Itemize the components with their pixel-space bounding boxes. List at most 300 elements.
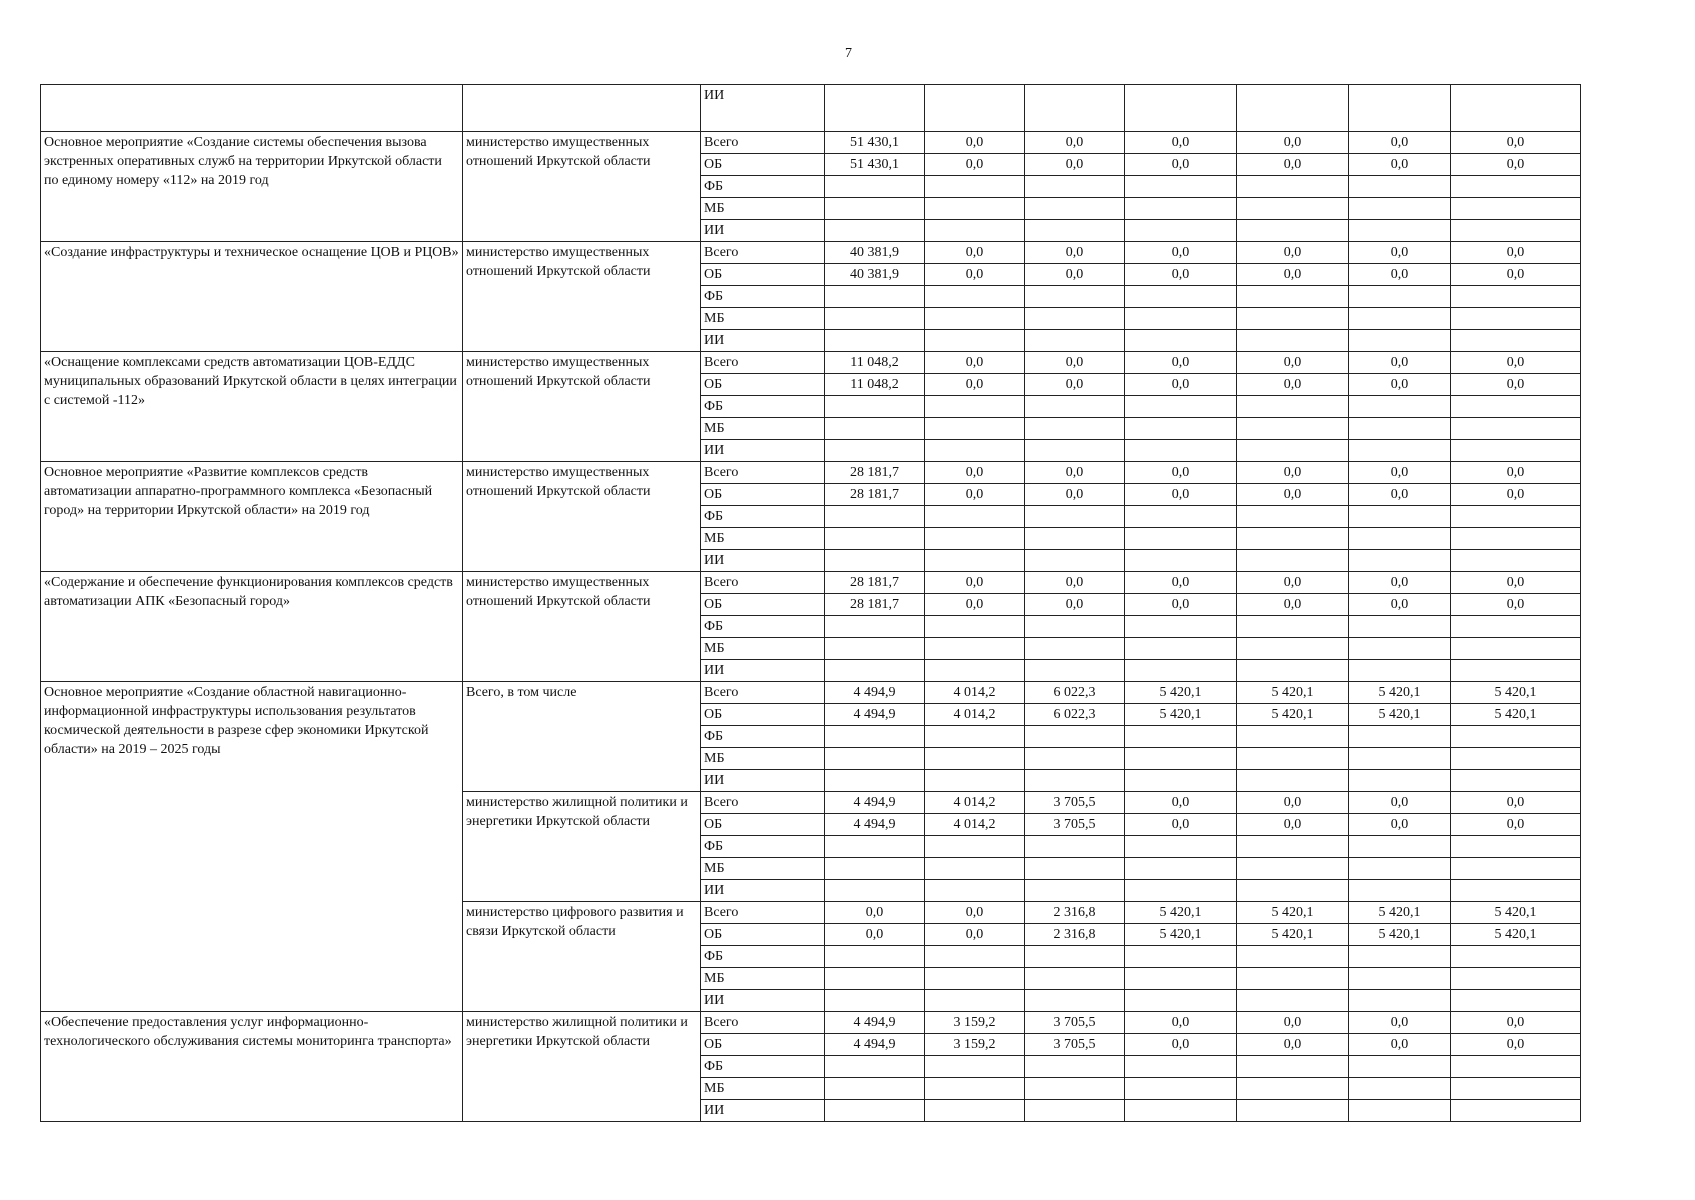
amount-value [1025, 946, 1125, 968]
amount-value: 0,0 [1125, 132, 1237, 154]
amount-value [925, 1078, 1025, 1100]
amount-value [825, 638, 925, 660]
amount-value: 5 420,1 [1451, 902, 1581, 924]
funding-source: ФБ [701, 176, 825, 198]
amount-value [925, 550, 1025, 572]
amount-value: 51 430,1 [825, 154, 925, 176]
table-row [41, 1012, 1581, 1034]
amount-value [1349, 1078, 1451, 1100]
amount-value [1125, 550, 1237, 572]
amount-value [1451, 968, 1581, 990]
amount-value [925, 396, 1025, 418]
amount-value: 11 048,2 [825, 352, 925, 374]
amount-value: 0,0 [1349, 1034, 1451, 1056]
amount-value: 51 430,1 [825, 132, 925, 154]
funding-source: ФБ [701, 616, 825, 638]
amount-value: 0,0 [1349, 352, 1451, 374]
funding-source: ФБ [701, 286, 825, 308]
amount-value [1349, 506, 1451, 528]
amount-value [1025, 990, 1125, 1012]
amount-value [825, 1056, 925, 1078]
amount-value [825, 506, 925, 528]
amount-value [925, 220, 1025, 242]
amount-value: 0,0 [1237, 154, 1349, 176]
amount-value [1125, 968, 1237, 990]
activity-description: Основное мероприятие «Развитие комплексов средств автоматизации аппаратно-программного комплекса «Безопасный город» на территории Иркутской области» на 2019 год [41, 462, 463, 572]
amount-value [1125, 616, 1237, 638]
amount-value [1349, 550, 1451, 572]
amount-value: 5 420,1 [1451, 704, 1581, 726]
amount-value [925, 308, 1025, 330]
amount-value [825, 748, 925, 770]
amount-value [1237, 1100, 1349, 1122]
amount-value [1349, 858, 1451, 880]
amount-value: 0,0 [825, 902, 925, 924]
amount-value: 0,0 [1125, 154, 1237, 176]
funding-source: МБ [701, 1078, 825, 1100]
amount-value [1237, 1056, 1349, 1078]
amount-value: 5 420,1 [1349, 704, 1451, 726]
amount-value [1237, 946, 1349, 968]
amount-value [1025, 198, 1125, 220]
amount-value [1451, 220, 1581, 242]
amount-value [1025, 550, 1125, 572]
amount-value [1349, 528, 1451, 550]
funding-source: ИИ [701, 330, 825, 352]
amount-value [825, 968, 925, 990]
amount-value: 4 494,9 [825, 682, 925, 704]
funding-source: Всего [701, 462, 825, 484]
amount-value: 5 420,1 [1125, 902, 1237, 924]
funding-source: ОБ [701, 374, 825, 396]
amount-value [1237, 330, 1349, 352]
amount-value: 28 181,7 [825, 594, 925, 616]
amount-value [825, 726, 925, 748]
amount-value [1125, 638, 1237, 660]
funding-source: Всего [701, 902, 825, 924]
amount-value: 0,0 [1451, 374, 1581, 396]
amount-value [1349, 308, 1451, 330]
amount-value [1025, 220, 1125, 242]
amount-value [1025, 726, 1125, 748]
funding-source: ФБ [701, 836, 825, 858]
funding-source-cell: ИИ [701, 85, 825, 132]
amount-value [1237, 748, 1349, 770]
amount-value [825, 616, 925, 638]
amount-value [1451, 946, 1581, 968]
amount-value: 3 705,5 [1025, 814, 1125, 836]
amount-value: 0,0 [925, 924, 1025, 946]
amount-value [1125, 330, 1237, 352]
amount-value: 5 420,1 [1125, 704, 1237, 726]
amount-value: 4 494,9 [825, 704, 925, 726]
amount-value [825, 990, 925, 1012]
funding-source: ОБ [701, 704, 825, 726]
amount-value: 40 381,9 [825, 264, 925, 286]
amount-value: 2 316,8 [1025, 924, 1125, 946]
amount-value: 4 014,2 [925, 682, 1025, 704]
amount-value: 0,0 [925, 352, 1025, 374]
activity-description: «Содержание и обеспечение функционирования комплексов средств автоматизации АПК «Безопасный город» [41, 572, 463, 682]
amount-value [1451, 176, 1581, 198]
amount-value [1125, 726, 1237, 748]
amount-cell [1451, 85, 1581, 132]
activity-description-cell [41, 85, 463, 132]
amount-value [925, 1100, 1025, 1122]
table-row [41, 132, 1581, 154]
amount-value: 0,0 [1125, 1034, 1237, 1056]
amount-value [1451, 1100, 1581, 1122]
amount-value: 0,0 [925, 484, 1025, 506]
funding-source: МБ [701, 748, 825, 770]
amount-value [1451, 616, 1581, 638]
amount-value: 0,0 [1125, 792, 1237, 814]
amount-value: 0,0 [1025, 594, 1125, 616]
funding-source: ОБ [701, 264, 825, 286]
amount-value: 0,0 [1025, 352, 1125, 374]
amount-value: 3 705,5 [1025, 792, 1125, 814]
amount-value [925, 528, 1025, 550]
amount-value: 0,0 [1451, 462, 1581, 484]
amount-value [1237, 638, 1349, 660]
amount-value: 3 159,2 [925, 1034, 1025, 1056]
amount-value [1451, 880, 1581, 902]
amount-value [1349, 1100, 1451, 1122]
amount-value: 0,0 [1237, 132, 1349, 154]
amount-value: 0,0 [1125, 484, 1237, 506]
amount-value [825, 286, 925, 308]
amount-value: 0,0 [1237, 814, 1349, 836]
amount-value [1349, 330, 1451, 352]
amount-value: 0,0 [1237, 1012, 1349, 1034]
amount-value: 5 420,1 [1237, 682, 1349, 704]
amount-value [1125, 836, 1237, 858]
amount-value: 0,0 [1349, 374, 1451, 396]
amount-value: 0,0 [1451, 792, 1581, 814]
amount-value [1349, 836, 1451, 858]
amount-value: 0,0 [1349, 814, 1451, 836]
amount-value: 0,0 [925, 594, 1025, 616]
amount-cell [825, 85, 925, 132]
amount-value: 3 705,5 [1025, 1012, 1125, 1034]
amount-value [925, 748, 1025, 770]
amount-value: 0,0 [1451, 572, 1581, 594]
amount-value [1025, 880, 1125, 902]
amount-value: 28 181,7 [825, 572, 925, 594]
amount-value: 0,0 [1237, 1034, 1349, 1056]
table-row [41, 572, 1581, 594]
amount-value [1125, 440, 1237, 462]
amount-value [1349, 990, 1451, 1012]
funding-source: Всего [701, 792, 825, 814]
amount-value: 0,0 [1451, 352, 1581, 374]
amount-value [1349, 176, 1451, 198]
funding-source: Всего [701, 572, 825, 594]
amount-value [825, 308, 925, 330]
funding-source: МБ [701, 308, 825, 330]
amount-value [1349, 660, 1451, 682]
amount-value [1237, 286, 1349, 308]
amount-value [1237, 396, 1349, 418]
amount-value [1451, 286, 1581, 308]
amount-value [1451, 748, 1581, 770]
amount-value: 0,0 [1237, 374, 1349, 396]
amount-value [1237, 308, 1349, 330]
amount-value [825, 198, 925, 220]
amount-value [1025, 1100, 1125, 1122]
amount-value [1025, 440, 1125, 462]
amount-value [1237, 220, 1349, 242]
amount-value [1125, 1056, 1237, 1078]
table-row [41, 462, 1581, 484]
amount-value: 0,0 [1349, 484, 1451, 506]
funding-source: МБ [701, 638, 825, 660]
amount-value [825, 770, 925, 792]
amount-value [1125, 418, 1237, 440]
amount-value [1451, 726, 1581, 748]
amount-value [1349, 946, 1451, 968]
amount-value [925, 968, 1025, 990]
table-row [41, 682, 1581, 704]
amount-value [1349, 396, 1451, 418]
amount-value [1451, 198, 1581, 220]
funding-source: Всего [701, 132, 825, 154]
amount-value: 0,0 [925, 572, 1025, 594]
amount-value [1025, 638, 1125, 660]
amount-value [1125, 1078, 1237, 1100]
amount-value [925, 418, 1025, 440]
amount-value: 28 181,7 [825, 462, 925, 484]
amount-value [1237, 176, 1349, 198]
amount-value: 0,0 [925, 264, 1025, 286]
amount-value [1349, 880, 1451, 902]
amount-value: 6 022,3 [1025, 704, 1125, 726]
amount-value: 0,0 [1125, 264, 1237, 286]
amount-value: 0,0 [1451, 594, 1581, 616]
responsible-executor: министерство жилищной политики и энергетики Иркутской области [463, 1012, 701, 1122]
responsible-executor: министерство имущественных отношений Иркутской области [463, 242, 701, 352]
funding-source: ИИ [701, 770, 825, 792]
amount-value [825, 418, 925, 440]
amount-value [925, 286, 1025, 308]
amount-value [1349, 968, 1451, 990]
amount-value [1125, 990, 1237, 1012]
amount-value: 5 420,1 [1349, 682, 1451, 704]
amount-value: 0,0 [925, 902, 1025, 924]
amount-value [925, 660, 1025, 682]
amount-value: 0,0 [1451, 242, 1581, 264]
amount-value [925, 1056, 1025, 1078]
amount-value [1237, 858, 1349, 880]
amount-value [1237, 440, 1349, 462]
amount-value: 0,0 [1451, 132, 1581, 154]
amount-value: 4 014,2 [925, 792, 1025, 814]
responsible-executor: министерство цифрового развития и связи Иркутской области [463, 902, 701, 1012]
amount-value: 4 014,2 [925, 814, 1025, 836]
amount-value [1451, 638, 1581, 660]
amount-value [1349, 198, 1451, 220]
amount-value: 0,0 [1349, 264, 1451, 286]
amount-value [925, 440, 1025, 462]
amount-value [1025, 418, 1125, 440]
amount-value [825, 330, 925, 352]
amount-value: 5 420,1 [1349, 924, 1451, 946]
amount-cell [1125, 85, 1237, 132]
amount-value [1125, 308, 1237, 330]
amount-value: 0,0 [1125, 814, 1237, 836]
amount-value: 0,0 [1237, 352, 1349, 374]
funding-source: Всего [701, 682, 825, 704]
amount-value: 0,0 [925, 132, 1025, 154]
amount-value: 0,0 [1237, 484, 1349, 506]
amount-value [1237, 990, 1349, 1012]
amount-value [825, 660, 925, 682]
responsible-executor: министерство имущественных отношений Иркутской области [463, 132, 701, 242]
amount-value [825, 858, 925, 880]
amount-value [1025, 616, 1125, 638]
amount-value: 6 022,3 [1025, 682, 1125, 704]
amount-value [925, 176, 1025, 198]
funding-source: ОБ [701, 924, 825, 946]
page-number: 7 [845, 46, 852, 61]
amount-value [1125, 396, 1237, 418]
amount-value: 0,0 [1125, 374, 1237, 396]
amount-value: 0,0 [1451, 1034, 1581, 1056]
amount-value: 0,0 [1125, 594, 1237, 616]
amount-value [1451, 440, 1581, 462]
amount-value [1125, 946, 1237, 968]
amount-value [1451, 550, 1581, 572]
amount-value [1125, 858, 1237, 880]
funding-source: ИИ [701, 990, 825, 1012]
amount-value [925, 836, 1025, 858]
amount-value: 40 381,9 [825, 242, 925, 264]
table-row [41, 242, 1581, 264]
amount-value: 0,0 [1237, 462, 1349, 484]
amount-value [1237, 506, 1349, 528]
amount-value [925, 616, 1025, 638]
responsible-executor: министерство жилищной политики и энергетики Иркутской области [463, 792, 701, 902]
amount-value [1125, 220, 1237, 242]
amount-value [1349, 440, 1451, 462]
amount-value: 0,0 [925, 462, 1025, 484]
amount-value [1349, 726, 1451, 748]
amount-value [1025, 1078, 1125, 1100]
amount-value [1451, 1078, 1581, 1100]
amount-value [1349, 616, 1451, 638]
amount-value: 0,0 [1451, 264, 1581, 286]
funding-source: Всего [701, 352, 825, 374]
amount-value: 0,0 [1237, 242, 1349, 264]
activity-description: «Оснащение комплексами средств автоматизации ЦОВ-ЕДДС муниципальных образований Иркутской области в целях интеграции с системой -112» [41, 352, 463, 462]
amount-value: 0,0 [1125, 572, 1237, 594]
amount-value [1349, 286, 1451, 308]
funding-source: ФБ [701, 1056, 825, 1078]
amount-value: 0,0 [1451, 154, 1581, 176]
amount-value: 5 420,1 [1451, 682, 1581, 704]
funding-source: МБ [701, 418, 825, 440]
amount-value: 0,0 [1237, 264, 1349, 286]
funding-source: ИИ [701, 220, 825, 242]
amount-value [825, 1100, 925, 1122]
amount-value [1349, 418, 1451, 440]
amount-value [1125, 660, 1237, 682]
amount-value [1237, 1078, 1349, 1100]
amount-value [1237, 616, 1349, 638]
activity-description: «Создание инфраструктуры и техническое оснащение ЦОВ и РЦОВ» [41, 242, 463, 352]
amount-value: 5 420,1 [1349, 902, 1451, 924]
amount-value [1025, 330, 1125, 352]
amount-value [1237, 550, 1349, 572]
funding-source: ОБ [701, 594, 825, 616]
amount-value: 0,0 [1125, 462, 1237, 484]
amount-value [1451, 308, 1581, 330]
amount-value [825, 220, 925, 242]
amount-value: 5 420,1 [1451, 924, 1581, 946]
amount-value: 0,0 [1237, 594, 1349, 616]
table-row [41, 352, 1581, 374]
amount-value: 0,0 [1349, 572, 1451, 594]
amount-value: 0,0 [925, 242, 1025, 264]
amount-value [825, 176, 925, 198]
amount-value: 5 420,1 [1237, 902, 1349, 924]
amount-value [1125, 748, 1237, 770]
amount-value [1237, 418, 1349, 440]
amount-value: 0,0 [1349, 594, 1451, 616]
amount-value: 0,0 [1025, 154, 1125, 176]
amount-value [925, 946, 1025, 968]
amount-value: 0,0 [1349, 792, 1451, 814]
amount-value: 0,0 [925, 374, 1025, 396]
amount-cell [925, 85, 1025, 132]
amount-value [1125, 198, 1237, 220]
funding-source: ОБ [701, 1034, 825, 1056]
amount-value: 5 420,1 [1125, 924, 1237, 946]
amount-value: 0,0 [1349, 242, 1451, 264]
amount-value [1237, 880, 1349, 902]
amount-value [1451, 770, 1581, 792]
amount-value [1025, 176, 1125, 198]
amount-value [1451, 1056, 1581, 1078]
amount-value: 11 048,2 [825, 374, 925, 396]
amount-value [1349, 220, 1451, 242]
amount-value [1025, 968, 1125, 990]
amount-value [925, 858, 1025, 880]
amount-value: 0,0 [1125, 352, 1237, 374]
amount-value [1125, 176, 1237, 198]
amount-cell [1237, 85, 1349, 132]
amount-value: 0,0 [1025, 572, 1125, 594]
amount-value: 5 420,1 [1237, 704, 1349, 726]
amount-value [925, 726, 1025, 748]
amount-value [1025, 836, 1125, 858]
amount-value: 4 494,9 [825, 1034, 925, 1056]
amount-value [925, 770, 1025, 792]
amount-cell [1349, 85, 1451, 132]
amount-value: 0,0 [1025, 374, 1125, 396]
amount-value [825, 440, 925, 462]
amount-value: 0,0 [1025, 462, 1125, 484]
funding-source: ИИ [701, 1100, 825, 1122]
amount-value: 0,0 [1025, 242, 1125, 264]
amount-value [825, 550, 925, 572]
amount-value [925, 198, 1025, 220]
amount-value: 0,0 [1451, 484, 1581, 506]
amount-value: 0,0 [925, 154, 1025, 176]
amount-value [825, 528, 925, 550]
funding-source: ОБ [701, 484, 825, 506]
amount-value [1349, 1056, 1451, 1078]
